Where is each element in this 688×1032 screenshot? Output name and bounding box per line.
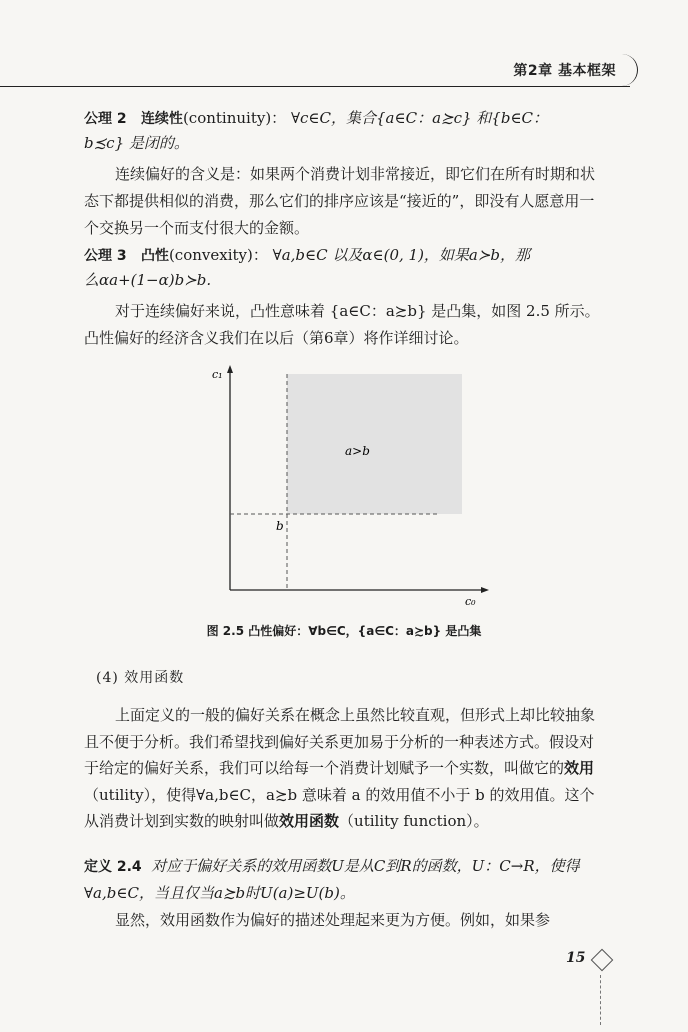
utility-text-1: 上面定义的一般的偏好关系在概念上虽然比较直观，但形式上却比较抽象且不便于分析。我们希望找到偏好关系更加易于分析的一种表述方式。假设对于给定的偏好关系，我们可以给每一个消费计划赋予一个实数，叫做它的 xyxy=(84,706,596,777)
axiom-2 xyxy=(84,106,606,155)
figure-caption: 图 2.5 凸性偏好：∀b∈C，{a∈C：a≿b} 是凸集 xyxy=(206,624,482,638)
axiom-2-english: (continuity)： xyxy=(182,109,287,127)
definition-label: 定义 2.4 xyxy=(84,859,142,875)
figure-2-5 xyxy=(200,362,490,612)
region-label: a>b xyxy=(345,444,370,458)
chapter-title: 第2章 基本框架 xyxy=(513,63,616,79)
definition-2-4 xyxy=(84,853,606,906)
definition-body: 对应于偏好关系的效用函数U是从C到R的函数，U：C→R，使得 ∀a,b∈C，当且仅当a≿b时U(a)≥U(b)。 xyxy=(84,857,580,902)
paragraph-continuity: 连续偏好的含义是：如果两个消费计划非常接近，即它们在所有时期和状态下都提供相似的消费，那么它们的排序应该是“接近的”，即没有人愿意用一个交换另一个而支付很大的金额。 xyxy=(84,165,596,237)
running-header xyxy=(0,52,688,88)
axiom-2-body-line1: ∀c∈C，集合{a∈C：a≿c} 和{b∈C： xyxy=(290,109,549,127)
page-number: 15 xyxy=(566,950,586,966)
paragraph-convexity: 对于连续偏好来说，凸性意味着 {a∈C：a≿b} 是凸集，如图 2.5 所示。凸性偏好的经济含义我们在以后（第6章）将作详细讨论。 xyxy=(84,302,600,347)
point-b-label: b xyxy=(276,519,284,533)
paragraph-utility xyxy=(84,702,606,835)
axiom-3 xyxy=(84,243,606,292)
axiom-3-english: (convexity)： xyxy=(168,246,268,264)
y-axis-arrow xyxy=(227,365,233,373)
utility-text-2: （utility），使得∀a,b∈C，a≿b 意味着 a 的效用值不小于 b 的效用值。这个从消费计划到实数的映射叫做 xyxy=(84,785,595,830)
axiom-2-label: 公理 2 xyxy=(84,111,127,127)
axiom-3-body-line2: 么αa+(1−α)b≻b. xyxy=(84,271,212,289)
axiom-3-label: 公理 3 xyxy=(84,248,127,264)
paragraph-last: 显然，效用函数作为偏好的描述处理起来更为方便。例如，如果参 xyxy=(115,911,551,929)
header-rule xyxy=(0,86,630,87)
axiom-2-body-line2: b≾c} 是闭的。 xyxy=(84,134,189,152)
x-axis-arrow xyxy=(481,587,489,593)
diamond-ornament-icon xyxy=(591,949,614,972)
y-axis-label: c₁ xyxy=(212,368,223,381)
axiom-2-name: 连续性 xyxy=(140,111,183,127)
footer-dashed-line xyxy=(600,975,601,1025)
utility-text-3: （utility function）。 xyxy=(339,812,489,830)
section-heading: (4) 效用函数 xyxy=(96,670,185,686)
header-ornament xyxy=(597,54,638,86)
axiom-3-name: 凸性 xyxy=(140,248,169,264)
utility-term: 效用 xyxy=(564,759,595,777)
upper-contour-region xyxy=(287,374,462,514)
x-axis-label: c₀ xyxy=(465,595,476,608)
utility-function-term: 效用函数 xyxy=(279,812,340,830)
axiom-3-body-line1: ∀a,b∈C 以及α∈(0, 1)，如果a≻b，那 xyxy=(272,246,531,264)
convex-preference-diagram xyxy=(200,362,490,612)
